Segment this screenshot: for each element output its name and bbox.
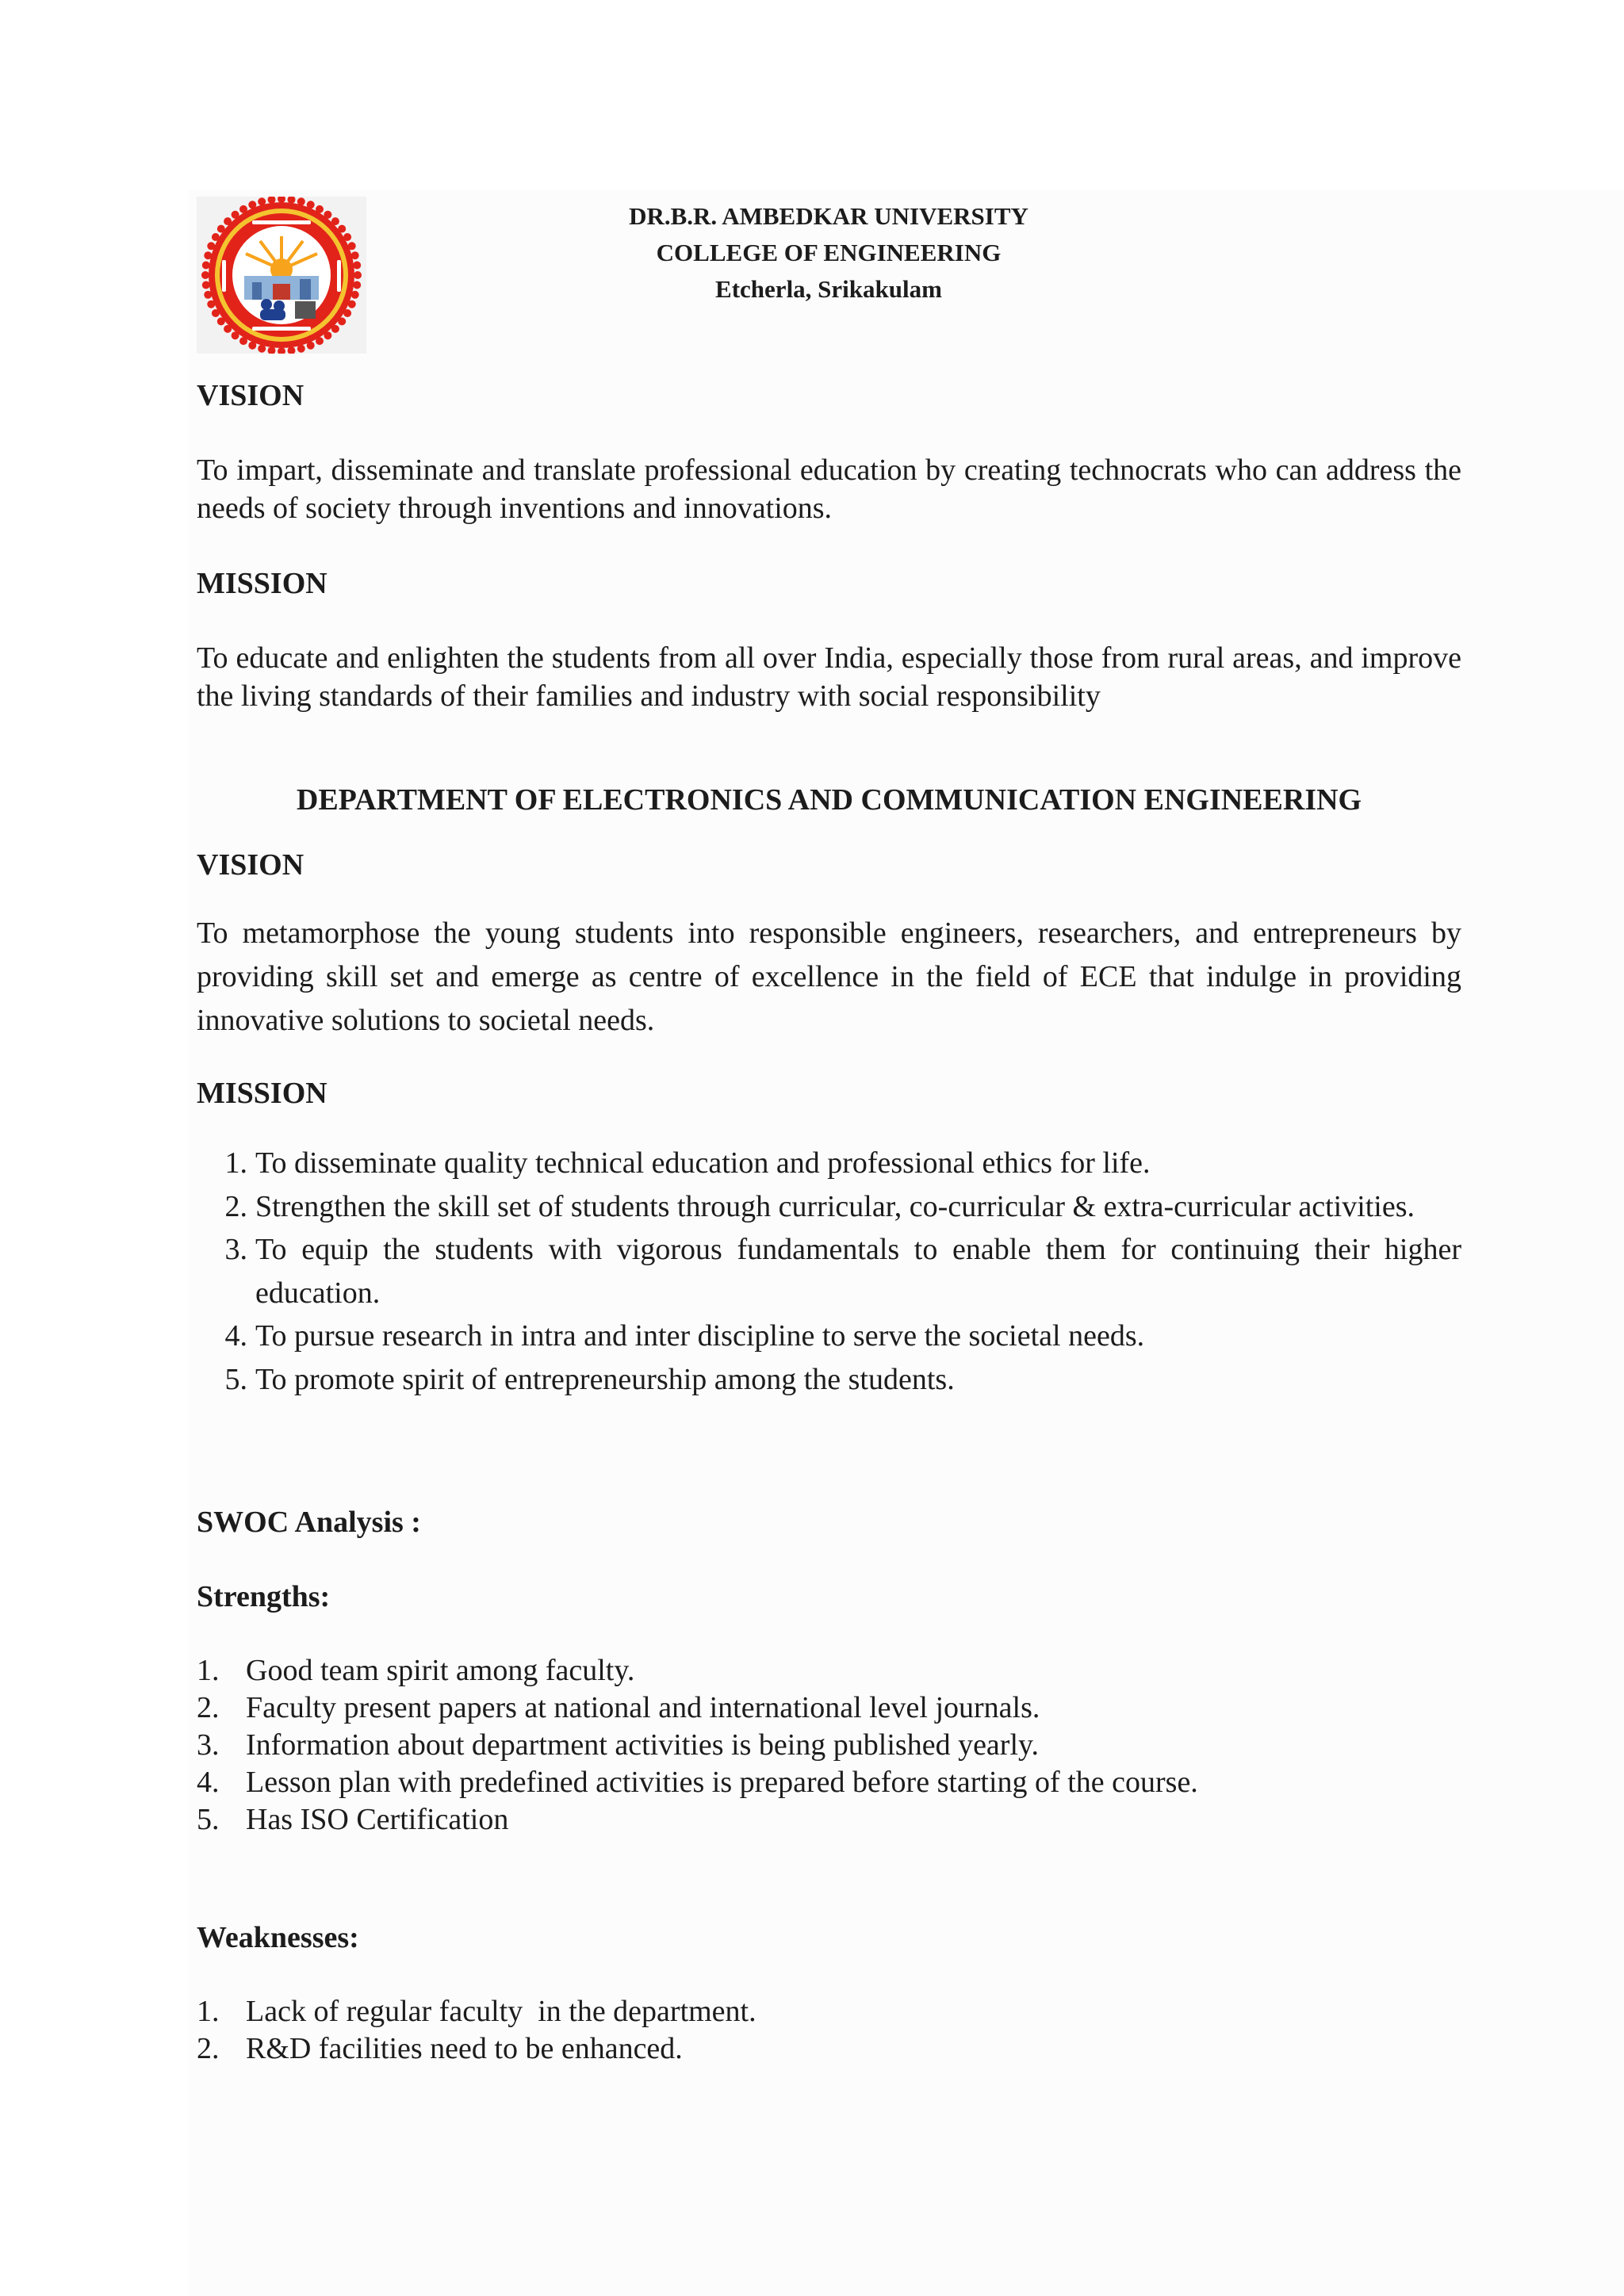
seal-tooth	[224, 217, 232, 225]
seal-tooth	[278, 347, 285, 354]
mission-item-text: To equip the students with vigorous fundamentals to enable them for continuing their higher education.	[255, 1233, 1461, 1310]
mission-item-text: To pursue research in intra and inter discipline to serve the societal needs.	[255, 1319, 1145, 1353]
seal-tooth	[348, 300, 356, 308]
seal-tooth	[338, 317, 346, 325]
seal-tooth	[331, 217, 339, 225]
list-number: 5.	[197, 1803, 220, 1836]
seal-tooth	[324, 211, 331, 219]
weakness-item-text: R&D facilities need to be enhanced.	[246, 2032, 683, 2065]
college-vision-heading: VISION	[197, 379, 304, 412]
college-name: COLLEGE OF ENGINEERING	[656, 239, 1002, 266]
seal-tooth	[258, 345, 266, 353]
seal-tooth	[232, 331, 239, 339]
list-number: 2.	[224, 1189, 247, 1223]
seal-tooth	[278, 197, 285, 203]
seal-tooth	[343, 233, 351, 241]
college-location: Etcherla, Srikakulam	[715, 275, 942, 303]
department-vision-text: To metamorphose the young students into responsible engineers, researchers, and entrepreneurs by providing skill set and emerge as centre of excellence in the field of ECE that indulge in providing innovative solutions to societal needs.	[197, 916, 1461, 1037]
list-number: 1.	[197, 1654, 220, 1687]
college-mission-heading: MISSION	[197, 567, 327, 600]
list-number: 1.	[224, 1146, 247, 1180]
list-number: 4.	[224, 1319, 247, 1353]
department-title: DEPARTMENT OF ELECTRONICS AND COMMUNICATION ENGINEERING	[296, 783, 1362, 817]
seal-tooth	[212, 309, 220, 317]
seal-tooth	[316, 337, 324, 345]
strength-item-text: Faculty present papers at national and international level journals.	[246, 1691, 1040, 1724]
seal-tooth	[202, 262, 210, 270]
mission-item-text: Strengthen the skill set of students through curricular, co-curricular & extra-curricular activities.	[255, 1189, 1415, 1223]
seal-tooth	[239, 205, 247, 213]
seal-tooth	[207, 242, 215, 250]
university-seal-icon	[197, 197, 366, 354]
seal-tooth	[207, 300, 215, 308]
mission-item	[224, 1142, 1461, 1185]
mission-item-text: To disseminate quality technical education and professional ethics for life.	[255, 1146, 1151, 1180]
strength-item-text: Good team spirit among faculty.	[246, 1654, 635, 1687]
list-number: 3.	[224, 1233, 247, 1266]
department-vision-heading: VISION	[197, 848, 304, 882]
strength-item	[197, 1652, 1461, 1689]
seal-tooth	[212, 233, 220, 241]
seal-tooth	[258, 197, 266, 205]
seal-tooth	[248, 342, 256, 350]
seal-tooth	[202, 281, 210, 289]
college-mission-text: To educate and enlighten the students from all over India, especially those from rural areas, and improve the living standards of their families and industry with social responsibility	[197, 641, 1461, 713]
weaknesses-heading: Weaknesses:	[197, 1921, 359, 1954]
strength-item	[197, 1727, 1461, 1764]
seal-tooth	[338, 225, 346, 233]
seal-tooth	[331, 325, 339, 333]
college-vision-text: To impart, disseminate and translate professional education by creating technocrats who can address the needs of society through inventions and innovations.	[197, 453, 1461, 525]
list-number: 3.	[197, 1728, 220, 1762]
strengths-list	[197, 1652, 1461, 1839]
seal-tooth	[343, 309, 351, 317]
document-header	[508, 198, 1150, 308]
mission-item	[224, 1185, 1461, 1229]
seal-tooth	[316, 205, 324, 213]
seal-tooth	[351, 291, 359, 299]
seal-tooth	[217, 317, 225, 325]
university-logo	[197, 197, 366, 354]
seal-tooth	[204, 251, 212, 259]
strengths-heading: Strengths:	[197, 1580, 331, 1613]
mission-item	[224, 1314, 1461, 1358]
strength-item	[197, 1801, 1461, 1839]
list-number: 4.	[197, 1766, 220, 1799]
weakness-item	[197, 1993, 1461, 2030]
swoc-heading: SWOC Analysis :	[197, 1506, 421, 1539]
weaknesses-list	[197, 1993, 1461, 2068]
weakness-item	[197, 2030, 1461, 2068]
seal-tooth	[204, 291, 212, 299]
mission-item	[224, 1358, 1461, 1402]
seal-tooth	[217, 225, 225, 233]
strength-item	[197, 1764, 1461, 1801]
list-number: 2.	[197, 2032, 220, 2065]
department-mission-heading: MISSION	[197, 1077, 327, 1110]
seal-tooth	[239, 337, 247, 345]
seal-tooth	[248, 201, 256, 209]
seal-tooth	[307, 342, 315, 350]
mission-item	[224, 1228, 1461, 1314]
strength-item-text: Information about department activities is being published yearly.	[246, 1728, 1040, 1762]
seal-tooth	[354, 271, 362, 279]
strength-item	[197, 1689, 1461, 1727]
department-mission-list	[224, 1142, 1461, 1401]
seal-tooth	[297, 197, 305, 205]
strength-item-text: Lesson plan with predefined activities is prepared before starting of the course.	[246, 1766, 1198, 1799]
seal-tooth	[307, 201, 315, 209]
seal-tooth	[232, 211, 239, 219]
seal-tooth	[297, 345, 305, 353]
list-number: 5.	[224, 1362, 247, 1396]
university-name: DR.B.R. AMBEDKAR UNIVERSITY	[629, 202, 1028, 230]
seal-tooth	[324, 331, 331, 339]
seal-tooth	[348, 242, 356, 250]
list-number: 2.	[197, 1691, 220, 1724]
strength-item-text: Has ISO Certification	[246, 1803, 509, 1836]
seal-tooth	[224, 325, 232, 333]
seal-tooth	[201, 271, 209, 279]
list-number: 1.	[197, 1995, 220, 2028]
seal-tooth	[353, 281, 361, 289]
mission-item-text: To promote spirit of entrepreneurship among the students.	[255, 1362, 955, 1396]
seal-tooth	[353, 262, 361, 270]
weakness-item-text: Lack of regular faculty in the department.	[246, 1995, 756, 2028]
seal-tooth	[351, 251, 359, 259]
